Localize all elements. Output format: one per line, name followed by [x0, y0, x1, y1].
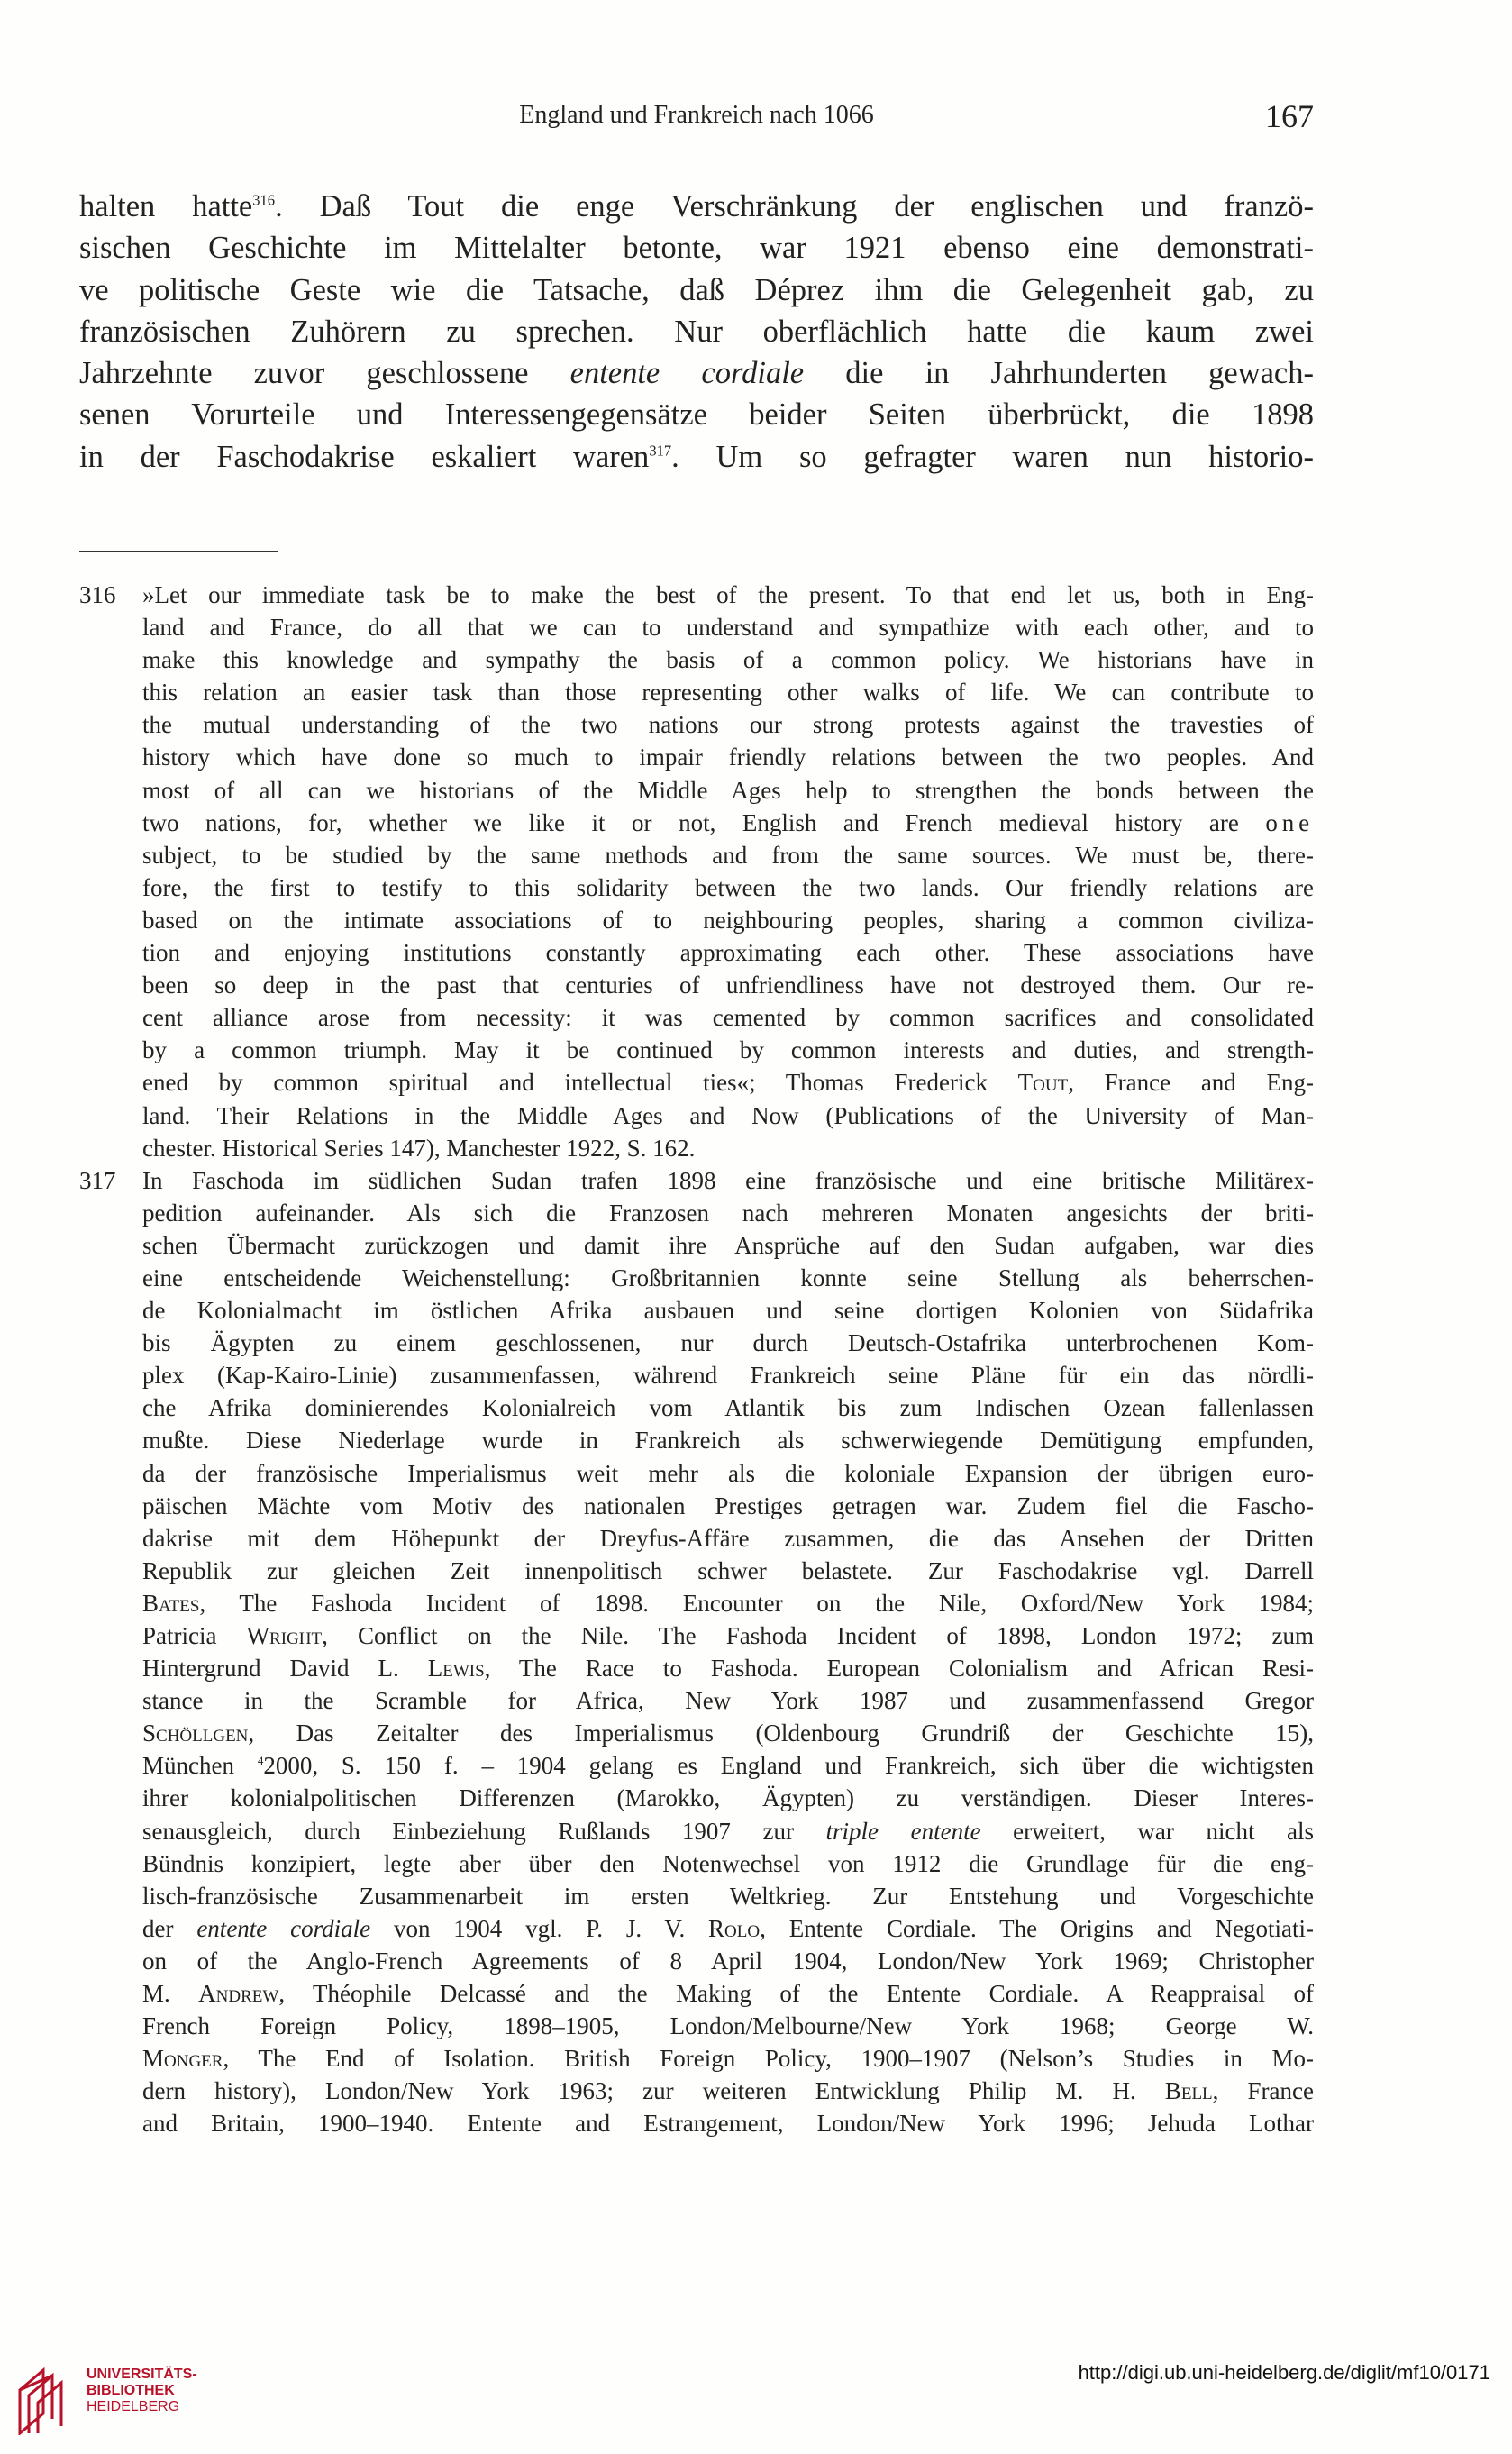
author-name: Bell [1164, 2077, 1213, 2105]
author-name: Schöllgen [142, 1720, 249, 1747]
footnote-number: 316 [79, 581, 116, 608]
footnote-line: schen Übermacht zurückzogen und damit ihre Ansprüche auf den Sudan aufgaben, war dies [142, 1231, 1314, 1259]
footnote-line: Bates, The Fashoda Incident of 1898. Encounter on the Nile, Oxford/New York 1984; [142, 1589, 1314, 1617]
footnote-line: history which have done so much to impair friendly relations between the two peoples. And [142, 743, 1314, 771]
footnote-line: ened by common spiritual and intellectual ties«; Thomas Frederick Tout, France and Eng- [142, 1069, 1314, 1097]
main-text [79, 186, 1314, 478]
library-name-line: UNIVERSITÄTS- [87, 2367, 197, 2382]
source-url-link[interactable]: http://digi.ub.uni-heidelberg.de/diglit/mf10/0171 [1078, 2361, 1490, 2384]
library-name [87, 2367, 197, 2415]
footnote-number: 317 [79, 1166, 116, 1194]
footnote-line: tion and enjoying institutions constantly approximating each other. These associations have [142, 939, 1314, 967]
footnote-line: Republik zur gleichen Zeit innenpolitisch schwer belastete. Zur Faschodakrise vgl. Darrell [142, 1556, 1314, 1584]
footnote-line: Hintergrund David L. Lewis, The Race to Fashoda. European Colonialism and African Resi- [142, 1655, 1314, 1683]
footnote-line: eine entscheidende Weichenstellung: Großbritannien konnte seine Stellung als beherrschen- [142, 1263, 1314, 1291]
footnote-line: päischen Mächte vom Motiv des nationalen Prestiges getragen war. Zudem fiel die Fascho- [142, 1492, 1314, 1519]
footnote-line: München $^4$2000, S. 150 f. – 1904 gelang es England und Frankreich, sich über die wichtigsten [142, 1752, 1314, 1780]
footnote-line: ihrer kolonialpolitischen Differenzen (Marokko, Ägypten) zu verständigen. Dieser Interes- [142, 1784, 1314, 1812]
footnote-line: Bündnis konzipiert, legte aber über den Notenwechsel von 1912 die Grundlage für die eng- [142, 1849, 1314, 1877]
footnote-316 [79, 579, 1314, 1164]
spaced-emphasis: one [1265, 808, 1314, 836]
footnote-line: che Afrika dominierendes Kolonialreich vom Atlantik bis zum Indischen Ozean fallenlassen [142, 1394, 1314, 1422]
footnote-line: chester. Historical Series 147), Manchester 1922, S. 162. [142, 1134, 696, 1162]
footnote-line: on of the Anglo-French Agreements of 8 April 1904, London/New York 1969; Christopher [142, 1947, 1314, 1975]
footnote-line: der entente cordiale von 1904 vgl. P. J. V. Rolo, Entente Cordiale. The Origins and Negotiati- [142, 1914, 1315, 1942]
footnote-line: lisch-französische Zusammenarbeit im ersten Weltkrieg. Zur Entstehung und Vorgeschichte [142, 1882, 1314, 1910]
footnote-line: most of all can we historians of the Middle Ages help to strengthen the bonds between the [142, 776, 1314, 804]
author-name: Wright [246, 1622, 323, 1649]
footnote-line: In Faschoda im südlichen Sudan trafen 1898 eine französische und eine britische Militärex- [142, 1166, 1314, 1194]
footnote-line: bis Ägypten zu einem geschlossenen, nur durch Deutsch-Ostafrika unterbrochenen Kom- [142, 1329, 1314, 1357]
footnote-line: M. Andrew, Théophile Delcassé and the Making of the Entente Cordiale. A Reappraisal of [142, 1980, 1314, 2008]
footnote-line: mußte. Diese Niederlage wurde in Frankreich als schwerwiegende Demütigung empfunden, [142, 1427, 1314, 1455]
footnote-separator [79, 551, 278, 552]
footnote-line: two nations, for, whether we like it or not, English and French medieval history are one [142, 808, 1314, 836]
footnote-line: dern history), London/New York 1963; zur weiteren Entwicklung Philip M. H. Bell, France [142, 2077, 1314, 2105]
library-name-line: BIBLIOTHEK [87, 2383, 175, 2398]
footnote-line: Schöllgen, Das Zeitalter des Imperialismus (Oldenbourg Grundriß der Geschichte 15), [142, 1720, 1314, 1747]
page-number: 167 [1265, 98, 1314, 134]
footnote-line: land. Their Relations in the Middle Ages and Now (Publications of the University of Man- [142, 1101, 1314, 1129]
main-line: in der Faschodakrise eskaliert waren$^{317}$. Um so gefragter waren nun historio- [79, 439, 1314, 474]
author-name: Andrew [198, 1980, 279, 2008]
footnote-line: dakrise mit dem Höhepunkt der Dreyfus-Affäre zusammen, die das Ansehen der Dritten [142, 1524, 1314, 1552]
author-name: Lewis [427, 1655, 485, 1683]
footnote-line: based on the intimate associations of to neighbouring peoples, sharing a common civiliza- [142, 906, 1314, 934]
page-header [79, 97, 1314, 139]
footnote-line: French Foreign Policy, 1898–1905, London/Melbourne/New York 1968; George W. [142, 2012, 1314, 2040]
footnote-line: de Kolonialmacht im östlichen Afrika ausbauen und seine dortigen Kolonien von Südafrika [142, 1297, 1314, 1325]
footnote-line: by a common triumph. May it be continued by common interests and duties, and strength- [142, 1036, 1314, 1064]
main-line: ve politische Geste wie die Tatsache, daß Déprez ihm die Gelegenheit gab, zu [79, 272, 1314, 307]
author-name: Monger [142, 2045, 223, 2073]
main-line: Jahrzehnte zuvor geschlossene entente cordiale die in Jahrhunderten gewach- [79, 356, 1314, 391]
author-name: Tout [1017, 1069, 1069, 1097]
footnote-line: stance in the Scramble for Africa, New York 1987 und zusammenfassend Gregor [142, 1687, 1314, 1715]
footnote-line: pedition aufeinander. Als sich die Franzosen nach mehreren Monaten angesichts der briti- [142, 1199, 1314, 1227]
footnote-line: the mutual understanding of the two nations our strong protests against the travesties of [142, 711, 1314, 739]
footnote-line: land and France, do all that we can to understand and sympathize with each other, and to [142, 614, 1314, 642]
edition-superscript: 4 [257, 1754, 264, 1768]
footnote-line: Monger, The End of Isolation. British Foreign Policy, 1900–1907 (Nelson’s Studies in Mo- [142, 2045, 1314, 2073]
footnote-line: senausgleich, durch Einbeziehung Rußlands 1907 zur triple entente erweitert, war nicht als [142, 1817, 1315, 1845]
italic-term: entente cordiale [196, 1914, 371, 1942]
author-name: Bates [142, 1589, 200, 1617]
footnote-line: subject, to be studied by the same methods and from the same sources. We must be, there- [142, 841, 1314, 869]
main-line: sischen Geschichte im Mittelalter betonte, war 1921 ebenso eine demonstrati- [79, 231, 1314, 266]
footnote-line: been so deep in the past that centuries of unfriendliness have not destroyed them. Our re- [142, 972, 1314, 999]
footnote-line: cent alliance arose from necessity: it was cemented by common sacrifices and consolidated [142, 1004, 1314, 1032]
footnote-line: da der französische Imperialismus weit mehr als die koloniale Expansion der übrigen euro- [142, 1459, 1314, 1487]
library-logo-icon[interactable] [16, 2363, 77, 2440]
footnote-line: make this knowledge and sympathy the basis of a common policy. We historians have in [142, 646, 1314, 674]
italic-term: entente cordiale [569, 356, 805, 391]
digitization-footer [0, 2332, 1512, 2454]
footnote-line: fore, the first to testify to this solidarity between the two lands. Our friendly relations are [142, 873, 1314, 901]
footnotes [79, 579, 1314, 2140]
main-line: halten hatte$^{316}$. Daß Tout die enge Verschränkung der englischen und franzö- [79, 189, 1314, 224]
footnote-line: Patricia Wright, Conflict on the Nile. The Fashoda Incident of 1898, London 1972; zum [142, 1622, 1315, 1649]
library-name-line: HEIDELBERG [87, 2399, 180, 2414]
footnote-line: »Let our immediate task be to make the best of the present. To that end let us, both in Eng- [142, 581, 1314, 608]
footnote-ref-317[interactable]: 317 [649, 442, 672, 460]
footnote-317 [79, 1164, 1314, 2140]
main-line: senen Vorurteile und Interessengegensätze beider Seiten überbrückt, die 1898 [79, 397, 1314, 433]
italic-term: triple entente [825, 1817, 981, 1845]
footnote-line: and Britain, 1900–1940. Entente and Estrangement, London/New York 1996; Jehuda Lothar [142, 2110, 1314, 2138]
footnote-line: plex (Kap-Kairo-Linie) zusammenfassen, während Frankreich seine Pläne für ein das nördli- [142, 1362, 1314, 1390]
footnote-line: this relation an easier task than those representing other walks of life. We can contribute to [142, 679, 1314, 707]
author-name: Rolo [708, 1914, 761, 1942]
running-title: England und Frankreich nach 1066 [519, 101, 874, 129]
footnote-ref-316[interactable]: 316 [252, 191, 276, 209]
main-line: französischen Zuhörern zu sprechen. Nur oberflächlich hatte die kaum zwei [79, 314, 1314, 349]
